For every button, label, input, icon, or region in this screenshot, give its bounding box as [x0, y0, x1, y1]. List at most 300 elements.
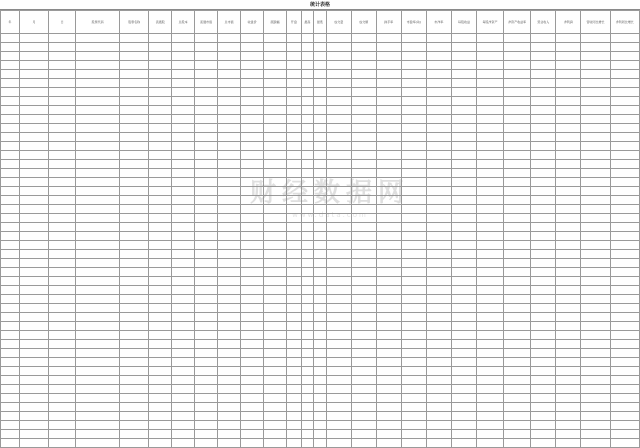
- table-cell[interactable]: [476, 61, 503, 70]
- table-cell[interactable]: [314, 304, 327, 313]
- table-cell[interactable]: [610, 259, 639, 268]
- table-cell[interactable]: [19, 430, 48, 439]
- table-cell[interactable]: [264, 106, 287, 115]
- table-cell[interactable]: [531, 295, 556, 304]
- table-cell[interactable]: [351, 304, 376, 313]
- table-cell[interactable]: [218, 79, 241, 88]
- column-header[interactable]: 市盈率(动): [401, 11, 426, 34]
- table-cell[interactable]: [195, 52, 218, 61]
- column-header[interactable]: 换手率: [376, 11, 401, 34]
- table-cell[interactable]: [241, 331, 264, 340]
- table-cell[interactable]: [1, 178, 20, 187]
- table-cell[interactable]: [264, 412, 287, 421]
- table-cell[interactable]: [326, 214, 351, 223]
- table-cell[interactable]: [351, 61, 376, 70]
- table-cell[interactable]: [76, 277, 120, 286]
- table-cell[interactable]: [610, 115, 639, 124]
- table-cell[interactable]: [476, 376, 503, 385]
- table-cell[interactable]: [531, 412, 556, 421]
- table-cell[interactable]: [49, 241, 76, 250]
- table-cell[interactable]: [120, 259, 149, 268]
- table-cell[interactable]: [301, 187, 314, 196]
- table-cell[interactable]: [301, 322, 314, 331]
- table-cell[interactable]: [426, 277, 451, 286]
- table-cell[interactable]: [172, 214, 195, 223]
- table-cell[interactable]: [426, 259, 451, 268]
- table-cell[interactable]: [49, 358, 76, 367]
- table-cell[interactable]: [241, 133, 264, 142]
- table-cell[interactable]: [376, 178, 401, 187]
- table-cell[interactable]: [287, 394, 302, 403]
- table-cell[interactable]: [76, 79, 120, 88]
- table-cell[interactable]: [581, 196, 610, 205]
- table-cell[interactable]: [149, 340, 172, 349]
- table-cell[interactable]: [556, 277, 581, 286]
- table-cell[interactable]: [301, 367, 314, 376]
- table-cell[interactable]: [172, 115, 195, 124]
- table-cell[interactable]: [301, 376, 314, 385]
- table-cell[interactable]: [76, 385, 120, 394]
- table-cell[interactable]: [49, 403, 76, 412]
- table-cell[interactable]: [504, 331, 531, 340]
- table-cell[interactable]: [1, 187, 20, 196]
- table-cell[interactable]: [451, 97, 476, 106]
- table-cell[interactable]: [581, 205, 610, 214]
- table-cell[interactable]: [149, 115, 172, 124]
- table-cell[interactable]: [326, 385, 351, 394]
- table-cell[interactable]: [287, 205, 302, 214]
- table-cell[interactable]: [376, 133, 401, 142]
- table-cell[interactable]: [504, 286, 531, 295]
- table-cell[interactable]: [195, 196, 218, 205]
- table-cell[interactable]: [19, 205, 48, 214]
- table-cell[interactable]: [172, 439, 195, 448]
- table-cell[interactable]: [1, 277, 20, 286]
- table-cell[interactable]: [610, 178, 639, 187]
- table-cell[interactable]: [19, 52, 48, 61]
- table-cell[interactable]: [314, 439, 327, 448]
- table-cell[interactable]: [19, 304, 48, 313]
- table-cell[interactable]: [376, 88, 401, 97]
- table-cell[interactable]: [531, 43, 556, 52]
- table-cell[interactable]: [376, 151, 401, 160]
- table-cell[interactable]: [195, 142, 218, 151]
- column-header[interactable]: 流通市值: [195, 11, 218, 34]
- table-cell[interactable]: [218, 268, 241, 277]
- table-cell[interactable]: [326, 232, 351, 241]
- table-cell[interactable]: [287, 286, 302, 295]
- table-cell[interactable]: [610, 160, 639, 169]
- table-cell[interactable]: [1, 160, 20, 169]
- table-cell[interactable]: [195, 79, 218, 88]
- table-cell[interactable]: [314, 70, 327, 79]
- table-cell[interactable]: [451, 439, 476, 448]
- table-cell[interactable]: [451, 43, 476, 52]
- table-cell[interactable]: [326, 430, 351, 439]
- table-cell[interactable]: [476, 124, 503, 133]
- table-cell[interactable]: [610, 223, 639, 232]
- table-cell[interactable]: [426, 115, 451, 124]
- table-cell[interactable]: [1, 70, 20, 79]
- table-cell[interactable]: [172, 394, 195, 403]
- table-cell[interactable]: [172, 376, 195, 385]
- table-row[interactable]: [1, 196, 640, 205]
- table-cell[interactable]: [172, 241, 195, 250]
- table-cell[interactable]: [351, 97, 376, 106]
- table-cell[interactable]: [1, 124, 20, 133]
- table-cell[interactable]: [476, 286, 503, 295]
- table-cell[interactable]: [451, 169, 476, 178]
- table-cell[interactable]: [149, 169, 172, 178]
- table-cell[interactable]: [556, 124, 581, 133]
- table-cell[interactable]: [76, 304, 120, 313]
- table-cell[interactable]: [1, 151, 20, 160]
- table-cell[interactable]: [76, 124, 120, 133]
- table-cell[interactable]: [149, 214, 172, 223]
- table-cell[interactable]: [149, 385, 172, 394]
- table-cell[interactable]: [49, 61, 76, 70]
- table-cell[interactable]: [1, 295, 20, 304]
- table-cell[interactable]: [476, 268, 503, 277]
- table-cell[interactable]: [351, 295, 376, 304]
- table-cell[interactable]: [401, 268, 426, 277]
- table-cell[interactable]: [76, 70, 120, 79]
- table-cell[interactable]: [195, 187, 218, 196]
- table-cell[interactable]: [401, 214, 426, 223]
- table-cell[interactable]: [581, 115, 610, 124]
- table-row[interactable]: [1, 304, 640, 313]
- table-cell[interactable]: [287, 52, 302, 61]
- table-cell[interactable]: [49, 97, 76, 106]
- table-cell[interactable]: [241, 43, 264, 52]
- table-cell[interactable]: [301, 70, 314, 79]
- table-cell[interactable]: [476, 142, 503, 151]
- table-cell[interactable]: [76, 367, 120, 376]
- table-cell[interactable]: [376, 304, 401, 313]
- table-cell[interactable]: [351, 421, 376, 430]
- table-cell[interactable]: [531, 394, 556, 403]
- table-cell[interactable]: [401, 439, 426, 448]
- table-cell[interactable]: [504, 313, 531, 322]
- table-cell[interactable]: [531, 52, 556, 61]
- table-cell[interactable]: [301, 79, 314, 88]
- table-cell[interactable]: [195, 349, 218, 358]
- table-cell[interactable]: [401, 259, 426, 268]
- table-cell[interactable]: [172, 367, 195, 376]
- table-cell[interactable]: [504, 106, 531, 115]
- table-cell[interactable]: [76, 358, 120, 367]
- table-cell[interactable]: [476, 421, 503, 430]
- table-cell[interactable]: [241, 232, 264, 241]
- table-cell[interactable]: [314, 367, 327, 376]
- table-cell[interactable]: [120, 142, 149, 151]
- table-cell[interactable]: [610, 34, 639, 43]
- table-cell[interactable]: [504, 205, 531, 214]
- table-cell[interactable]: [287, 79, 302, 88]
- table-cell[interactable]: [476, 313, 503, 322]
- table-cell[interactable]: [264, 178, 287, 187]
- table-cell[interactable]: [19, 97, 48, 106]
- table-cell[interactable]: [1, 106, 20, 115]
- table-cell[interactable]: [301, 358, 314, 367]
- table-cell[interactable]: [451, 178, 476, 187]
- table-cell[interactable]: [49, 268, 76, 277]
- table-cell[interactable]: [149, 124, 172, 133]
- table-cell[interactable]: [351, 124, 376, 133]
- table-cell[interactable]: [195, 322, 218, 331]
- table-cell[interactable]: [610, 304, 639, 313]
- table-cell[interactable]: [581, 151, 610, 160]
- table-cell[interactable]: [264, 79, 287, 88]
- table-cell[interactable]: [531, 196, 556, 205]
- table-cell[interactable]: [376, 124, 401, 133]
- table-cell[interactable]: [451, 241, 476, 250]
- table-cell[interactable]: [120, 412, 149, 421]
- table-cell[interactable]: [326, 43, 351, 52]
- table-cell[interactable]: [172, 205, 195, 214]
- table-cell[interactable]: [504, 160, 531, 169]
- table-cell[interactable]: [264, 160, 287, 169]
- table-cell[interactable]: [581, 241, 610, 250]
- table-cell[interactable]: [149, 241, 172, 250]
- table-cell[interactable]: [610, 376, 639, 385]
- table-cell[interactable]: [120, 250, 149, 259]
- table-cell[interactable]: [172, 304, 195, 313]
- column-header[interactable]: 年: [1, 11, 20, 34]
- table-cell[interactable]: [76, 205, 120, 214]
- table-cell[interactable]: [610, 403, 639, 412]
- table-cell[interactable]: [195, 205, 218, 214]
- table-cell[interactable]: [76, 286, 120, 295]
- table-cell[interactable]: [49, 232, 76, 241]
- table-cell[interactable]: [149, 178, 172, 187]
- table-cell[interactable]: [149, 304, 172, 313]
- table-cell[interactable]: [19, 232, 48, 241]
- table-cell[interactable]: [149, 34, 172, 43]
- table-cell[interactable]: [172, 331, 195, 340]
- table-cell[interactable]: [476, 241, 503, 250]
- table-row[interactable]: [1, 43, 640, 52]
- table-cell[interactable]: [504, 241, 531, 250]
- table-cell[interactable]: [581, 340, 610, 349]
- table-cell[interactable]: [426, 70, 451, 79]
- table-cell[interactable]: [218, 250, 241, 259]
- table-cell[interactable]: [556, 349, 581, 358]
- table-cell[interactable]: [76, 187, 120, 196]
- table-cell[interactable]: [531, 268, 556, 277]
- table-cell[interactable]: [610, 340, 639, 349]
- table-cell[interactable]: [581, 277, 610, 286]
- table-cell[interactable]: [426, 295, 451, 304]
- table-cell[interactable]: [556, 178, 581, 187]
- table-cell[interactable]: [610, 439, 639, 448]
- table-cell[interactable]: [287, 187, 302, 196]
- table-cell[interactable]: [451, 160, 476, 169]
- table-cell[interactable]: [351, 52, 376, 61]
- table-cell[interactable]: [351, 106, 376, 115]
- table-cell[interactable]: [556, 250, 581, 259]
- table-cell[interactable]: [287, 313, 302, 322]
- table-cell[interactable]: [218, 142, 241, 151]
- table-cell[interactable]: [376, 430, 401, 439]
- table-cell[interactable]: [149, 250, 172, 259]
- table-cell[interactable]: [76, 169, 120, 178]
- table-cell[interactable]: [351, 43, 376, 52]
- column-header[interactable]: 股票名称: [120, 11, 149, 34]
- column-header[interactable]: 收盘价: [241, 11, 264, 34]
- table-cell[interactable]: [287, 358, 302, 367]
- table-cell[interactable]: [76, 394, 120, 403]
- table-cell[interactable]: [287, 160, 302, 169]
- table-cell[interactable]: [476, 439, 503, 448]
- table-cell[interactable]: [264, 61, 287, 70]
- table-cell[interactable]: [451, 340, 476, 349]
- table-cell[interactable]: [301, 205, 314, 214]
- table-cell[interactable]: [264, 340, 287, 349]
- table-cell[interactable]: [314, 268, 327, 277]
- table-cell[interactable]: [451, 295, 476, 304]
- table-cell[interactable]: [149, 358, 172, 367]
- table-cell[interactable]: [426, 97, 451, 106]
- table-cell[interactable]: [504, 403, 531, 412]
- table-cell[interactable]: [264, 394, 287, 403]
- table-cell[interactable]: [556, 232, 581, 241]
- table-cell[interactable]: [581, 313, 610, 322]
- table-cell[interactable]: [504, 430, 531, 439]
- column-header[interactable]: 市净率: [426, 11, 451, 34]
- table-cell[interactable]: [19, 70, 48, 79]
- table-cell[interactable]: [376, 322, 401, 331]
- table-cell[interactable]: [531, 439, 556, 448]
- table-cell[interactable]: [301, 169, 314, 178]
- table-cell[interactable]: [476, 367, 503, 376]
- table-cell[interactable]: [49, 295, 76, 304]
- table-cell[interactable]: [610, 268, 639, 277]
- table-cell[interactable]: [451, 133, 476, 142]
- table-cell[interactable]: [401, 187, 426, 196]
- table-row[interactable]: [1, 205, 640, 214]
- table-cell[interactable]: [195, 115, 218, 124]
- table-cell[interactable]: [376, 43, 401, 52]
- table-cell[interactable]: [218, 169, 241, 178]
- table-row[interactable]: [1, 403, 640, 412]
- table-cell[interactable]: [172, 43, 195, 52]
- table-cell[interactable]: [241, 439, 264, 448]
- table-cell[interactable]: [241, 295, 264, 304]
- table-cell[interactable]: [531, 106, 556, 115]
- table-cell[interactable]: [120, 232, 149, 241]
- table-cell[interactable]: [301, 340, 314, 349]
- table-cell[interactable]: [531, 241, 556, 250]
- table-cell[interactable]: [314, 115, 327, 124]
- table-cell[interactable]: [195, 250, 218, 259]
- table-cell[interactable]: [504, 394, 531, 403]
- table-cell[interactable]: [326, 52, 351, 61]
- table-cell[interactable]: [195, 169, 218, 178]
- table-cell[interactable]: [49, 367, 76, 376]
- table-cell[interactable]: [149, 79, 172, 88]
- table-cell[interactable]: [610, 421, 639, 430]
- table-cell[interactable]: [149, 43, 172, 52]
- table-cell[interactable]: [19, 367, 48, 376]
- table-cell[interactable]: [172, 196, 195, 205]
- table-cell[interactable]: [351, 259, 376, 268]
- table-cell[interactable]: [376, 286, 401, 295]
- table-cell[interactable]: [287, 70, 302, 79]
- table-cell[interactable]: [556, 106, 581, 115]
- table-cell[interactable]: [287, 223, 302, 232]
- table-cell[interactable]: [172, 322, 195, 331]
- table-cell[interactable]: [426, 241, 451, 250]
- table-cell[interactable]: [314, 43, 327, 52]
- table-cell[interactable]: [504, 322, 531, 331]
- table-cell[interactable]: [195, 133, 218, 142]
- table-cell[interactable]: [401, 142, 426, 151]
- table-cell[interactable]: [314, 106, 327, 115]
- table-cell[interactable]: [314, 205, 327, 214]
- table-cell[interactable]: [476, 403, 503, 412]
- table-cell[interactable]: [195, 439, 218, 448]
- table-cell[interactable]: [1, 439, 20, 448]
- table-cell[interactable]: [556, 295, 581, 304]
- table-cell[interactable]: [314, 250, 327, 259]
- table-cell[interactable]: [476, 178, 503, 187]
- table-cell[interactable]: [351, 115, 376, 124]
- table-cell[interactable]: [287, 43, 302, 52]
- table-cell[interactable]: [376, 358, 401, 367]
- table-row[interactable]: [1, 259, 640, 268]
- table-cell[interactable]: [376, 295, 401, 304]
- table-cell[interactable]: [504, 124, 531, 133]
- table-cell[interactable]: [476, 250, 503, 259]
- table-cell[interactable]: [581, 358, 610, 367]
- table-cell[interactable]: [376, 61, 401, 70]
- table-cell[interactable]: [426, 358, 451, 367]
- table-cell[interactable]: [581, 430, 610, 439]
- table-cell[interactable]: [476, 295, 503, 304]
- table-cell[interactable]: [49, 331, 76, 340]
- table-cell[interactable]: [195, 43, 218, 52]
- table-cell[interactable]: [401, 169, 426, 178]
- table-cell[interactable]: [195, 412, 218, 421]
- table-cell[interactable]: [218, 295, 241, 304]
- table-cell[interactable]: [49, 313, 76, 322]
- table-cell[interactable]: [451, 232, 476, 241]
- table-cell[interactable]: [476, 133, 503, 142]
- table-cell[interactable]: [314, 142, 327, 151]
- table-cell[interactable]: [476, 349, 503, 358]
- table-cell[interactable]: [581, 160, 610, 169]
- table-cell[interactable]: [19, 286, 48, 295]
- table-cell[interactable]: [426, 52, 451, 61]
- table-cell[interactable]: [218, 340, 241, 349]
- table-cell[interactable]: [172, 187, 195, 196]
- table-cell[interactable]: [314, 214, 327, 223]
- table-cell[interactable]: [120, 169, 149, 178]
- table-cell[interactable]: [76, 34, 120, 43]
- table-cell[interactable]: [610, 142, 639, 151]
- table-cell[interactable]: [581, 412, 610, 421]
- table-cell[interactable]: [426, 61, 451, 70]
- table-cell[interactable]: [218, 385, 241, 394]
- table-cell[interactable]: [241, 178, 264, 187]
- table-cell[interactable]: [218, 286, 241, 295]
- column-header[interactable]: 成交额: [351, 11, 376, 34]
- table-cell[interactable]: [476, 169, 503, 178]
- table-cell[interactable]: [314, 187, 327, 196]
- table-cell[interactable]: [287, 178, 302, 187]
- column-header[interactable]: 开盘: [287, 11, 302, 34]
